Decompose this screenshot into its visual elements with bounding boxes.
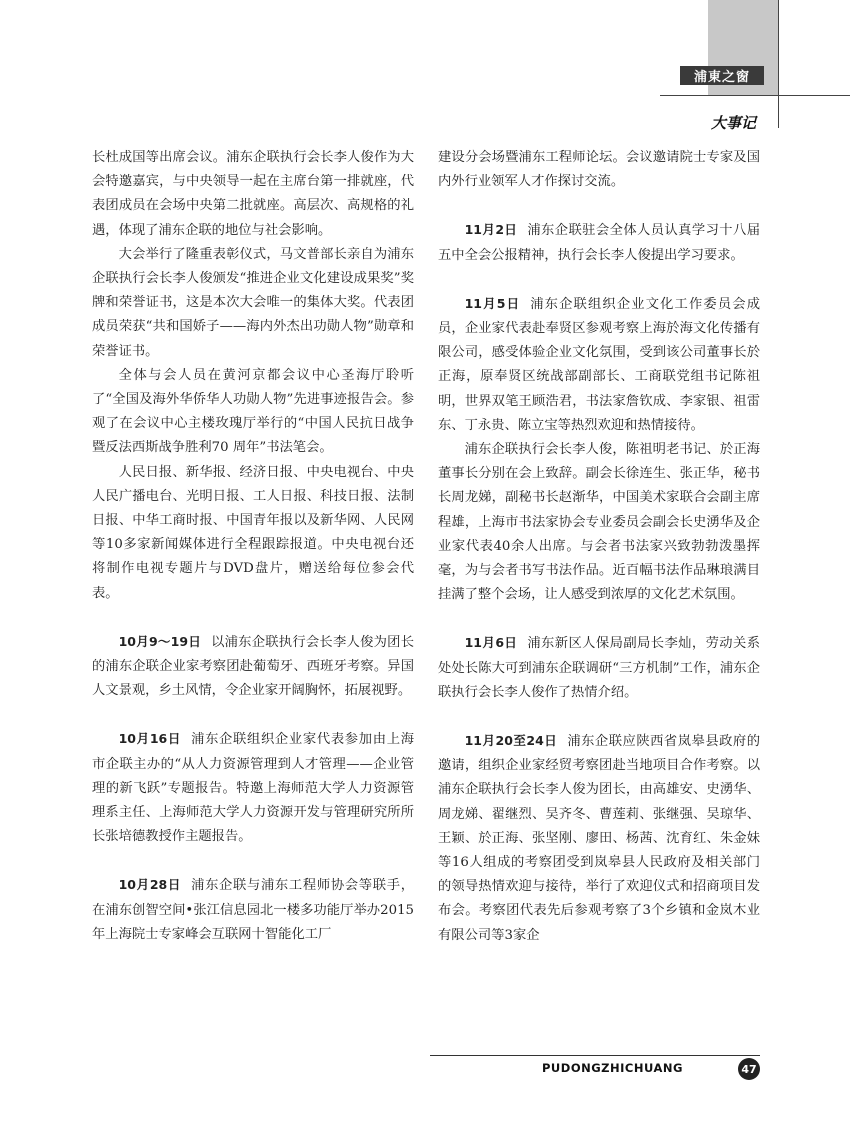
entry-text: 浦东企联与浦东工程师协会等联手，在浦东创智空间•张江信息园北一楼多功能厅举办2015年上海院士专家峰会互联网十智能化工厂 [92, 878, 414, 942]
entry-date: 11月6日 [464, 635, 518, 651]
entry-date: 10月28日 [118, 877, 182, 893]
entry-text: 浦东企联组织企业家代表参加由上海市企联主办的“从人力资源管理到人才管理——企业管理的新飞跃”专题报告。特邀上海师范大学人力资源管理系主任、上海师范大学人力资源开发与管理研究所所长张培德教授作主题报告。 [92, 732, 414, 845]
body-paragraph: 长杜成国等出席会议。浦东企联执行会长李人俊作为大会特邀嘉宾，与中央领导一起在主席台第一排就座，代表团成员在会场中央第二批就座。高层次、高规格的礼遇，体现了浦东企联的地位与社会影响。 [92, 150, 414, 238]
page-number: 47 [738, 1058, 760, 1080]
chronicle-entry [438, 292, 760, 438]
right-text-column [438, 146, 760, 948]
left-text-column [92, 146, 414, 947]
body-paragraph: 大会举行了隆重表彰仪式，马文普部长亲自为浦东企联执行会长李人俊颁发“推进企业文化建设成果奖”奖牌和荣誉证书，这是本次大会唯一的集体大奖。代表团成员荣获“共和国娇子——海内外杰出功勋人物”勋章和荣誉证书。 [92, 246, 414, 359]
paragraph-gap [92, 703, 414, 727]
magazine-brand-badge: 浦東之窗 [680, 66, 764, 85]
entry-date: 10月16日 [118, 731, 182, 747]
paragraph-gap [438, 607, 760, 631]
body-paragraph: 建设分会场暨浦东工程师论坛。会议邀请院士专家及国内外行业领军人才作探讨交流。 [438, 150, 760, 190]
body-paragraph: 全体与会人员在黄河京都会议中心圣海厅聆听了“全国及海外华侨华人功勋人物”先进事迹报告会。参观了在会议中心主楼玫瑰厅举行的“中国人民抗日战争暨反法西斯战争胜利70 周年”书法笔会。 [92, 367, 414, 456]
entry-date: 11月2日 [464, 222, 518, 238]
body-paragraph: 浦东企联执行会长李人俊，陈祖明老书记、於正海董事长分别在会上致辞。副会长徐连生、张正华，秘书长周龙娣，副秘书长赵渐华，中国美术家联合会副主席程雄，上海市书法家协会专业委员会副会长史湧华及企业家代表40余人出席。与会者书法家兴致勃勃泼墨挥毫，为与会者书写书法作品。近百幅书法作品琳琅满目挂满了整个会场，让人感受到浓厚的文化艺术氛围。 [438, 442, 760, 603]
chronicle-entry [92, 630, 414, 704]
chronicle-entry [438, 729, 760, 948]
chronicle-entry [92, 727, 414, 849]
paragraph-gap [92, 606, 414, 630]
paragraph-gap [438, 268, 760, 292]
chronicle-entry [92, 873, 414, 947]
entry-text: 浦东企联驻会全体人员认真学习十八届五中全会公报精神，执行会长李人俊提出学习要求。 [438, 223, 761, 263]
footer-brand: PUDONGZHICHUANG [542, 1061, 683, 1075]
entry-text: 浦东企联应陕西省岚皋县政府的邀请，组织企业家经贸考察团赴当地项目合作考察。以浦东企联执行会长李人俊为团长，由高雄安、史湧华、周龙娣、翟继烈、吴齐冬、曹莲莉、张继强、吴琼华、王颖、於正海、张坚刚、廖田、杨茜、沈育红、朱金妹等16人组成的考察团受到岚皋县人民政府及相关部门的领导热情欢迎与接待，举行了欢迎仪式和招商项目发布会。考察团代表先后参观考察了3个乡镇和金岚木业有限公司等3家企 [438, 734, 761, 943]
chronicle-entry [438, 218, 760, 267]
entry-date: 11月20至24日 [464, 733, 558, 749]
entry-date: 11月5日 [464, 295, 521, 311]
paragraph-gap [92, 849, 414, 873]
footer-rule [430, 1055, 760, 1056]
header-vertical-rule [778, 0, 779, 128]
section-title: 大事记 [710, 114, 756, 132]
chronicle-entry [438, 631, 760, 705]
entry-text: 浦东新区人保局副局长李灿，劳动关系处处长陈大可到浦东企联调研“三方机制”工作，浦东企联执行会长李人俊作了热情介绍。 [438, 636, 761, 700]
entry-text: 以浦东企联执行会长李人俊为团长的浦东企联企业家考察团赴葡萄牙、西班牙考察。异国人文景观，乡土风情，令企业家开阔胸怀，拓展视野。 [92, 634, 414, 699]
body-paragraph: 人民日报、新华报、经济日报、中央电视台、中央人民广播电台、光明日报、工人日报、科技日报、法制日报、中华工商时报、中国青年报以及新华网、人民网等10多家新闻媒体进行全程跟踪报道。中央电视台还将制作电视专题片与DVD盘片，赠送给每位参会代表。 [92, 464, 414, 601]
paragraph-gap [438, 194, 760, 218]
entry-date: 10月9～19日 [118, 633, 202, 649]
entry-text: 浦东企联组织企业文化工作委员会成员，企业家代表赴奉贤区参观考察上海於海文化传播有限公司，感受体验企业文化氛围，受到该公司董事长於正海，原奉贤区统战部副部长、工商联党组书记陈祖明，世界双笔王顾浩君，书法家詹钦成、李家银、祖雷东、丁永贵、陈立宝等热烈欢迎和热情接待。 [438, 296, 761, 433]
header-horizontal-rule [660, 95, 850, 96]
paragraph-gap [438, 705, 760, 729]
